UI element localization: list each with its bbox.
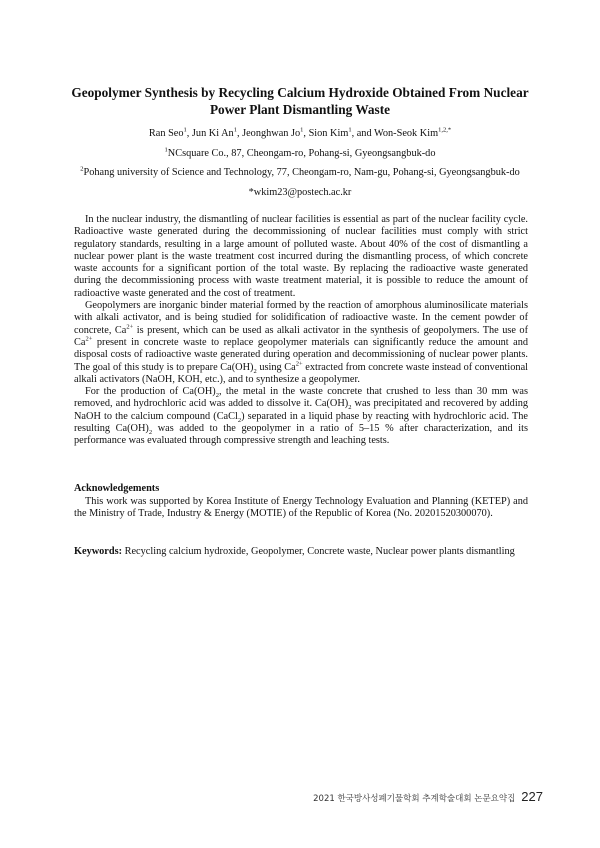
text-run: Geopolymers are inorganic binder material formed by the reaction of amorphous aluminosilicate materials with alkali activator, and is being studied for solidification of radioactive waste. In the cement powder of concrete, Ca: [74, 300, 528, 336]
author-affiliation-mark: 1: [300, 126, 304, 134]
subscript: 2: [215, 392, 219, 400]
keywords-text: Recycling calcium hydroxide, Geopolymer, Concrete waste, Nuclear power plants dismantling: [122, 546, 515, 557]
text-run: For the production of Ca(OH): [85, 386, 216, 398]
author-name: Jun Ki An: [191, 128, 234, 139]
paragraph-1: In the nuclear industry, the dismantling of nuclear facilities is essential as part of the nuclear facility cycle. Radioactive waste generated during the decommissioning of nuclear facilities must comply with strict regulatory standards, resulting in a large amount of polluted waste. About 40% of the cost of dismantling a nuclear power plant is the waste treatment cost incurred during the dismantling process, of which concrete waste accounts for a significant portion of the total waste. By replacing the radioactive waste generated during the decommissioning process with waste treatment material, it is possible to reduce the amount of radioactive waste generated and the cost of treatment.: [74, 214, 528, 299]
text-run: ) separated in a liquid phase by reacting with hydrochloric acid. The resulting Ca(OH): [74, 410, 528, 435]
abstract-body: [74, 214, 528, 448]
subscript: 2: [237, 416, 242, 424]
keywords: [74, 546, 528, 558]
text-run: is present, which can be used as alkali activator in the synthesis of geopolymers. The use of Ca: [74, 324, 528, 348]
affiliation-text: NCsquare Co., 87, Cheongam-ro, Pohang-si, Gyeongsangbuk-do: [167, 148, 436, 159]
paragraph-2: [74, 300, 528, 386]
superscript: 2+: [295, 360, 303, 368]
paper-title: [60, 85, 540, 118]
subscript: 2: [348, 404, 352, 412]
text-run: using Ca: [256, 361, 296, 373]
affiliation-1: [30, 148, 570, 159]
paragraph-3: [74, 386, 528, 447]
author-affiliation-mark: 1: [348, 126, 352, 134]
superscript: 2+: [85, 335, 93, 343]
title-line-1: Geopolymer Synthesis by Recycling Calcium Hydroxide Obtained From Nuclear: [71, 85, 529, 100]
affiliation-2: [30, 167, 570, 178]
author-list: Ran Seo$^1$, Jun Ki An$^1$, Jeonghwan Jo$^1$, Sion Kim$^1$, and Won-Seok Kim$^{1,2,*}$: [148, 126, 452, 139]
author-affiliation-mark: 1,2,*: [438, 126, 452, 134]
author-name: Sion Kim: [308, 128, 349, 139]
author-affiliation-mark: 1: [233, 126, 237, 134]
page-number: 227: [521, 789, 543, 804]
affiliation-mark: 2: [80, 165, 84, 173]
superscript: 2+: [126, 323, 134, 331]
acknowledgements-heading: Acknowledgements: [74, 483, 160, 494]
author-name: Won-Seok Kim: [373, 128, 439, 139]
proceedings-title: 2021 한국방사성폐기물학회 추계학술대회 논문요약집: [313, 794, 516, 804]
title-line-2: Power Plant Dismantling Waste: [209, 101, 391, 117]
author-affiliation-mark: 1: [183, 126, 187, 134]
subscript: 2: [253, 367, 257, 375]
text-run: present in concrete waste to replace geopolymer materials can significantly reduce the amount and disposal costs of radioactive waste generated during operation and decommissioning of nuclear power plants. The goal of this study is to prepare Ca(OH): [74, 336, 528, 373]
page-footer: [313, 789, 543, 804]
affiliation-text: Pohang university of Science and Technology, 77, Cheongam-ro, Nam-gu, Pohang-si, Gyeongsangbuk-do: [83, 167, 520, 178]
corresponding-email: *wkim23@postech.ac.kr: [248, 187, 352, 198]
author-name: Jeonghwan Jo: [242, 128, 301, 139]
keywords-label: Keywords:: [74, 546, 123, 557]
affiliation-mark: 1: [164, 146, 168, 154]
acknowledgements-text: This work was supported by Korea Institute of Energy Technology Evaluation and Planning (KETEP) and the Ministry of Trade, Industry & Energy (MOTIE) of the Republic of Korea (No. 20201520300070).: [74, 496, 528, 520]
text-run: extracted from concrete waste instead of conventional alkali activators (NaOH, KOH, etc.), and to synthesize a geopolymer.: [74, 361, 528, 385]
subscript: 2: [148, 429, 153, 437]
text-run: was added to the geopolymer in a ratio of 5–15 % after characterization, and its performance was evaluated through compressive strength and leaching tests.: [74, 423, 528, 447]
text-run: , the metal in the waste concrete that crushed to less than 30 mm was removed, and hydrochloric acid was added to dissolve it. Ca(OH): [74, 386, 528, 410]
author-name: Ran Seo: [148, 128, 184, 139]
text-run: was precipitated and recovered by adding NaOH to the calcium compound (CaCl: [74, 398, 528, 422]
